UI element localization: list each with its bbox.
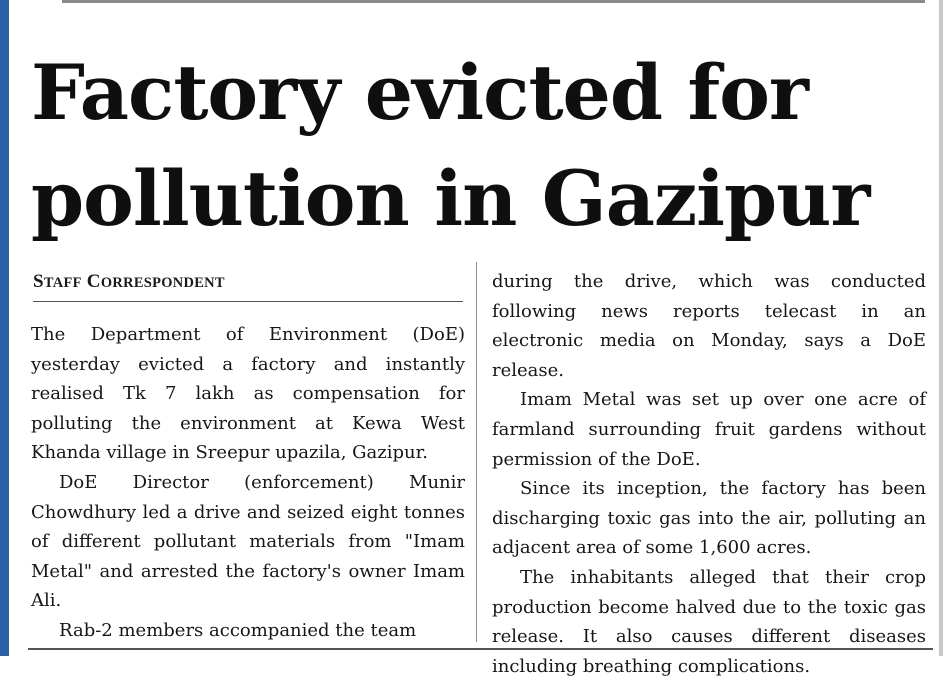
paragraph: The inhabitants alleged that their crop production become halved due to the toxic gas release. It also causes different diseases including breathing complications.: [492, 566, 926, 677]
paragraph: Rab-2 members accompanied the team: [59, 619, 417, 641]
article-column-2: [492, 267, 926, 681]
top-rule: [62, 0, 925, 3]
paragraph: Imam Metal was set up over one acre of farmland surrounding fruit gardens without permission of the DoE.: [492, 389, 926, 470]
page-right-edge: [939, 0, 943, 656]
column-divider: [476, 262, 477, 642]
paragraph: The Department of Environment (DoE) yesterday evicted a factory and instantly realised Tk 7 lakh as compensation for polluting the environment at Kewa West Khanda village in Sreepur upazila, Gazipur.: [31, 324, 465, 464]
paragraph: during the drive, which was conducted following news reports telecast in an electronic media on Monday, says a DoE release.: [492, 271, 926, 381]
headline: Factory evicted for pollution in Gazipur: [31, 48, 870, 243]
paragraph: Since its inception, the factory has been discharging toxic gas into the air, polluting an adjacent area of some 1,600 acres.: [492, 478, 926, 559]
page-left-edge: [0, 0, 9, 656]
byline-rule: [33, 301, 463, 302]
byline: STAFF CORRESPONDENT: [33, 271, 225, 292]
paragraph: DoE Director (enforcement) Munir Chowdhury led a drive and seized eight tonnes of different pollutant materials from "Imam Metal" and arrested the factory's owner Imam Ali.: [31, 471, 465, 612]
article-column-1: [31, 320, 465, 646]
bottom-rule: [28, 648, 933, 650]
